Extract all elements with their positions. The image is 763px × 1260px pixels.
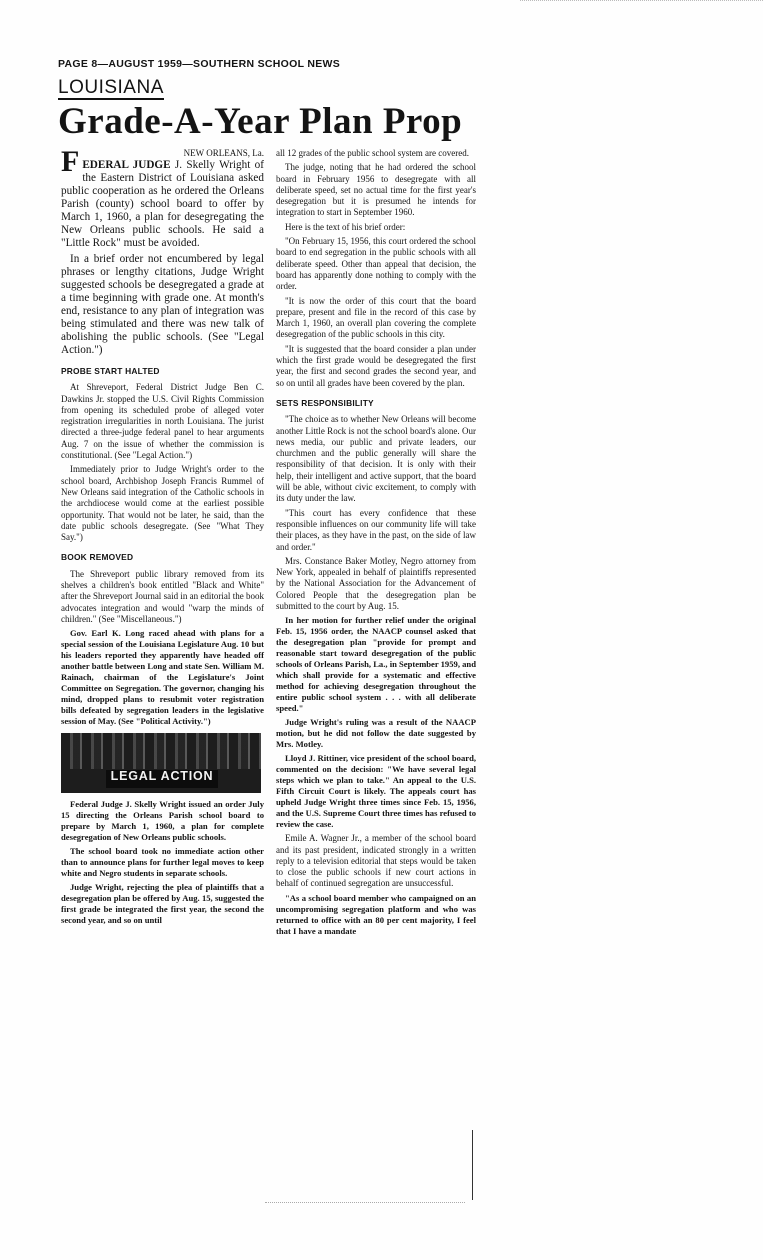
paragraph: Emile A. Wagner Jr., a member of the school board and its past president, indicated strongly in a written reply to a television editorial that steps would be taken to close the public schools if new court actions in behalf of continued segregation are unsuccessful. (276, 833, 476, 889)
running-head: PAGE 8—AUGUST 1959—SOUTHERN SCHOOL NEWS (58, 58, 341, 70)
lead-text: J. Skelly Wright of the Eastern District of Louisiana asked public cooperation as he ordered the Orleans Parish (county) school board to offer by March 1, 1960, a plan for desegregating the New Orleans public schools. He said a "Little Rock" must be avoided. (61, 159, 264, 249)
paragraph: Here is the text of his brief order: (285, 221, 406, 232)
legal-action-banner (61, 733, 261, 793)
drop-cap: F (61, 145, 80, 178)
newspaper-page (58, 52, 478, 1202)
paragraph: "It is suggested that the board consider a plan under which the first grade would be desegregated the first year, the first and second grades the second year, and so on until all grades have been covered by the plan. (276, 343, 476, 388)
dateline: NEW ORLEANS, La. (183, 148, 264, 158)
paragraph: Gov. Earl K. Long raced ahead with plans for a special session of the Louisiana Legislature Aug. 10 but his leaders reported they apparently have headed off another battle between Long and state Sen. William M. Rainach, chairman of the Legislature's Joint Committee on Segregation. The governor, changing his mind, dropped plans to resubmit voter registration bills defeated by segregation leaders in the legislative session of May. (See "Political Activity.") (61, 628, 264, 727)
paragraph: Mrs. Constance Baker Motley, Negro attorney from New York, appealed in behalf of plaintiffs represented by the National Association for the Advancement of Colored People that the desegregation plan be submitted to the court by Aug. 15. (276, 555, 476, 611)
paragraph: Lloyd J. Rittiner, vice president of the school board, commented on the decision: "We have several legal steps which we plan to take." An appeal to the U.S. Fifth Circuit Court is likely. The appeals court has upheld Judge Wright three times since Feb. 15, 1956, and the U.S. Supreme Court three times has refused to review the case. (276, 753, 476, 830)
headline: Grade-A-Year Plan Prop (58, 101, 463, 142)
paragraph: The Shreveport public library removed from its shelves a children's book entitled "Black and White" after the Shreveport Journal said in an editorial the book advocates integration and would "warp the minds of children." (See "Miscellaneous.") (61, 568, 264, 624)
paragraph: Judge Wright, rejecting the plea of plaintiffs that a desegregation plan be offered by Aug. 15, suggested the first grade be integrated the first year, the second the second year, and so on until (61, 882, 264, 926)
column-rule (472, 1130, 475, 1200)
paragraph: "As a school board member who campaigned on an uncompromising segregation platform and who was returned to office with an 80 per cent majority, I feel that I have a mandate (276, 892, 476, 936)
paragraph: The judge, noting that he had ordered the school board in February 1956 to desegregate with all deliberate speed, set no actual time for the first year's desegregation but it is presumed he intends for integration to start in September 1960. (276, 162, 476, 218)
paragraph: Federal Judge J. Skelly Wright issued an order July 15 directing the Orleans Parish school board to prepare by March 1, 1960, a plan for complete desegregation of New Orleans public schools. (61, 799, 264, 843)
paragraph: "This court has every confidence that these responsible influences on our community life will take their places, as they have in the past, on the side of law and order." (276, 507, 476, 552)
subhead-book: BOOK REMOVED (61, 552, 134, 563)
top-edge-dots (520, 0, 763, 1)
paragraph: Judge Wright's ruling was a result of the NAACP motion, but he did not follow the date suggested by Mrs. Motley. (276, 717, 476, 750)
paragraph: Immediately prior to Judge Wright's order to the school board, Archbishop Joseph Francis Rummel of New Orleans said integration of the Catholic schools in the archdiocese would come at the earliest possible opportunity. That would not be later, he said, than the date public schools desegregate. (See "What They Say.") (61, 464, 264, 543)
paragraph: In her motion for further relief under the original Feb. 15, 1956 order, the NAACP counsel asked that the desegregation plan "provide for prompt and reasonable start toward desegregation of the public schools of Orleans Parish, La., in September 1959, and which shall provide for a systematic and effective method for achieving desegregation throughout the entire public school system . . . with all deliberate speed." (276, 615, 476, 714)
subhead-probe: PROBE START HALTED (61, 366, 160, 376)
bottom-edge-dots (265, 1202, 465, 1203)
column-right (276, 148, 476, 940)
paragraph: At Shreveport, Federal District Judge Ben C. Dawkins Jr. stopped the U.S. Civil Rights Commission from opening its scheduled probe of alleged voter registration irregularities in north Louisiana. The jurist directed a three-judge federal panel to hear arguments Aug. 7 on the issue of whether the commission is constitutional. (See "Legal Action.") (61, 382, 264, 461)
paragraph: In a brief order not encumbered by legal phrases or lengthy citations, Judge Wright suggested schools be desegregated a grade at a time beginning with grade one. At month's end, resistance to any plan of integration was being stimulated and there was new talk of abolishing the public schools. (See "Legal Action.") (61, 253, 264, 356)
paragraph: "On February 15, 1956, this court ordered the school board to end segregation in the public schools with all deliberate speed. Other than appeal that decision, the board has apparently done nothing to comply with the order. (276, 236, 476, 292)
lead-caps: EDERAL JUDGE (82, 159, 171, 171)
section-title: LOUISIANA (58, 77, 164, 98)
paragraph: all 12 grades of the public school system are covered. (276, 148, 469, 158)
banner-figures-image (61, 733, 261, 769)
paragraph: The school board took no immediate action other than to announce plans for further legal moves to keep white and Negro students in separate schools. (61, 846, 264, 879)
paragraph: "It is now the order of this court that the board prepare, present and file in the record of this case by March 1, 1960, an overall plan covering the complete desegregation of the public schools in this city. (276, 295, 476, 340)
paragraph: "The choice as to whether New Orleans will become another Little Rock is not the school board's alone. Our news media, our public and private leaders, our churchmen and the public generally will share the responsibility of that decision. It is only with their help, their intelligent and active support, that the board will be able, without civic excitement, to comply with its duty under the law. (276, 414, 476, 504)
column-left (61, 145, 264, 929)
banner-label: LEGAL ACTION (110, 769, 214, 784)
lead-paragraph (61, 145, 264, 250)
subhead-responsibility: SETS RESPONSIBILITY (276, 397, 374, 408)
